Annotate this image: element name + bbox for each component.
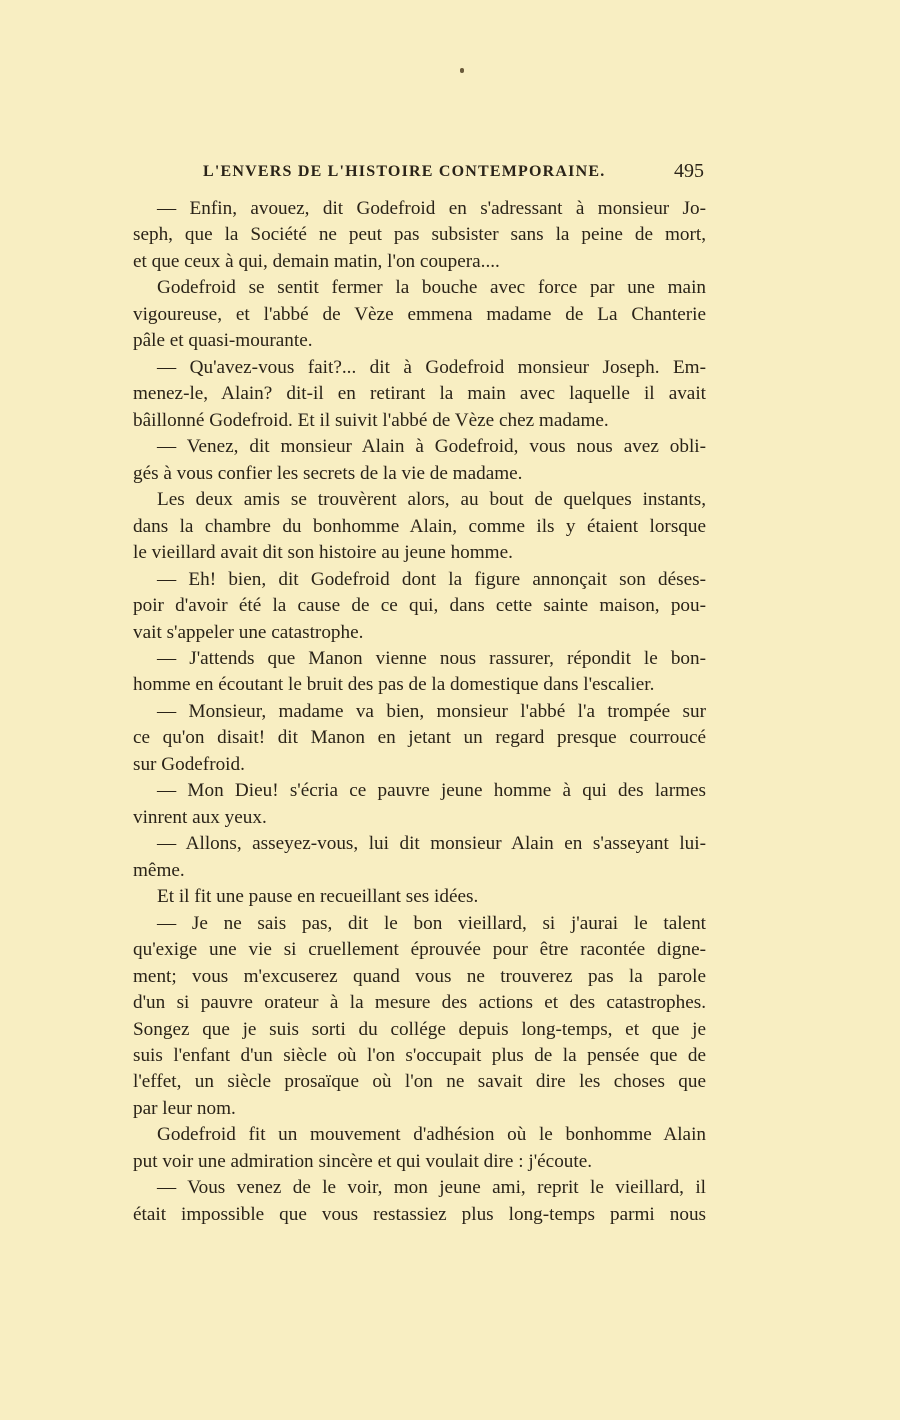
text-line: menez-le, Alain? dit-il en retirant la main avec laquelle il avait [133, 383, 706, 405]
text-line: suis l'enfant d'un siècle où l'on s'occupait plus de la pensée que de [133, 1045, 706, 1066]
page-number: 495 [674, 160, 704, 182]
text-line: poir d'avoir été la cause de ce qui, dans cette sainte maison, pou- [133, 595, 706, 617]
text-line: — Vous venez de le voir, mon jeune ami, reprit le vieillard, il [157, 1177, 706, 1199]
ink-speck [460, 68, 464, 73]
text-line: même. [133, 859, 185, 881]
text-line: homme en écoutant le bruit des pas de la domestique dans l'escalier. [133, 674, 655, 696]
text-line: Godefroid fit un mouvement d'adhésion où le bonhomme Alain [157, 1124, 706, 1146]
text-line: Godefroid se sentit fermer la bouche avec force par une main [157, 277, 706, 299]
text-line: — Allons, asseyez-vous, lui dit monsieur Alain en s'asseyant lui- [157, 833, 706, 855]
running-title: L'ENVERS DE L'HISTOIRE CONTEMPORAINE. [203, 163, 606, 180]
text-line: — Enfin, avouez, dit Godefroid en s'adressant à monsieur Jo- [157, 198, 706, 219]
body-text [133, 196, 706, 1228]
text-line: — Qu'avez-vous fait?... dit à Godefroid monsieur Joseph. Em- [157, 356, 706, 378]
text-line: sur Godefroid. [133, 753, 245, 775]
text-line: Songez que je suis sorti du collége depuis long-temps, et que je [133, 1018, 706, 1040]
text-line: — Je ne sais pas, dit le bon vieillard, si j'aurai le talent [157, 912, 706, 934]
text-line: bâillonné Godefroid. Et il suivit l'abbé de Vèze chez madame. [133, 409, 609, 431]
text-line: pâle et quasi-mourante. [133, 330, 313, 352]
text-line: Et il fit une pause en recueillant ses idées. [157, 886, 479, 908]
text-line: put voir une admiration sincère et qui voulait dire : j'écoute. [133, 1150, 593, 1172]
text-line: qu'exige une vie si cruellement éprouvée pour être racontée digne- [133, 939, 706, 961]
text-line: vinrent aux yeux. [133, 806, 267, 828]
text-line: vigoureuse, et l'abbé de Vèze emmena madame de La Chanterie [133, 303, 706, 325]
text-line: seph, que la Société ne peut pas subsister sans la peine de mort, [133, 224, 706, 246]
text-line: Les deux amis se trouvèrent alors, au bout de quelques instants, [157, 489, 706, 511]
text-line: dans la chambre du bonhomme Alain, comme ils y étaient lorsque [133, 515, 706, 537]
text-line: — Monsieur, madame va bien, monsieur l'abbé l'a trompée sur [157, 700, 706, 722]
text-line: par leur nom. [133, 1097, 236, 1119]
text-line: le vieillard avait dit son histoire au jeune homme. [133, 542, 513, 564]
text-line: — Mon Dieu! s'écria ce pauvre jeune homme à qui des larmes [157, 780, 706, 802]
text-line: ment; vous m'excuserez quand vous ne trouverez pas la parole [133, 965, 706, 987]
text-line: l'effet, un siècle prosaïque où l'on ne savait dire les choses que [133, 1071, 706, 1093]
text-line: et que ceux à qui, demain matin, l'on coupera.... [133, 250, 500, 272]
text-line: — J'attends que Manon vienne nous rassurer, répondit le bon- [157, 647, 706, 669]
text-line: était impossible que vous restassiez plus long-temps parmi nous [133, 1203, 706, 1225]
page-header [133, 160, 706, 186]
text-line: — Eh! bien, dit Godefroid dont la figure annonçait son déses- [157, 568, 706, 590]
text-line: ce qu'on disait! dit Manon en jetant un regard presque courroucé [133, 727, 706, 749]
text-line: gés à vous confier les secrets de la vie de madame. [133, 462, 523, 484]
text-line: d'un si pauvre orateur à la mesure des actions et des catastrophes. [133, 992, 706, 1014]
text-line: vait s'appeler une catastrophe. [133, 621, 364, 643]
text-line: — Venez, dit monsieur Alain à Godefroid, vous nous avez obli- [157, 436, 706, 458]
